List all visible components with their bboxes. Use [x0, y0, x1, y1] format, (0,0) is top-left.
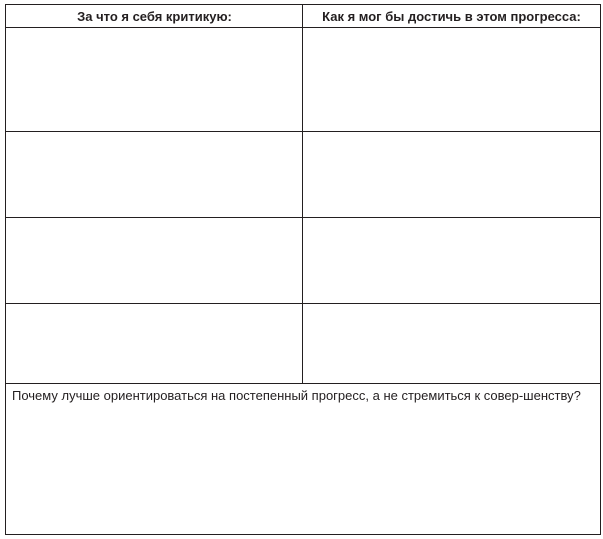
row-1-criticism-cell[interactable]	[6, 29, 301, 131]
row-4-criticism-cell[interactable]	[6, 305, 301, 383]
footer-answer-area[interactable]	[6, 425, 600, 533]
divider	[6, 27, 600, 28]
row-2-criticism-cell[interactable]	[6, 133, 301, 217]
header-progress: Как я мог бы достичь в этом прогресса:	[322, 9, 581, 24]
row-3-criticism-cell[interactable]	[6, 219, 301, 303]
row-1-progress-cell[interactable]	[304, 29, 599, 131]
row-3-progress-cell[interactable]	[304, 219, 599, 303]
header-self-criticism: За что я себя критикую:	[77, 9, 232, 24]
worksheet-table	[5, 4, 601, 535]
divider	[6, 383, 600, 384]
row-2-progress-cell[interactable]	[304, 133, 599, 217]
row-4-progress-cell[interactable]	[304, 305, 599, 383]
column-divider	[302, 5, 303, 383]
divider	[6, 131, 600, 132]
divider	[6, 303, 600, 304]
footer-question: Почему лучше ориентироваться на постепенный прогресс, а не стремиться к совер-шенству?	[12, 388, 581, 403]
divider	[6, 217, 600, 218]
